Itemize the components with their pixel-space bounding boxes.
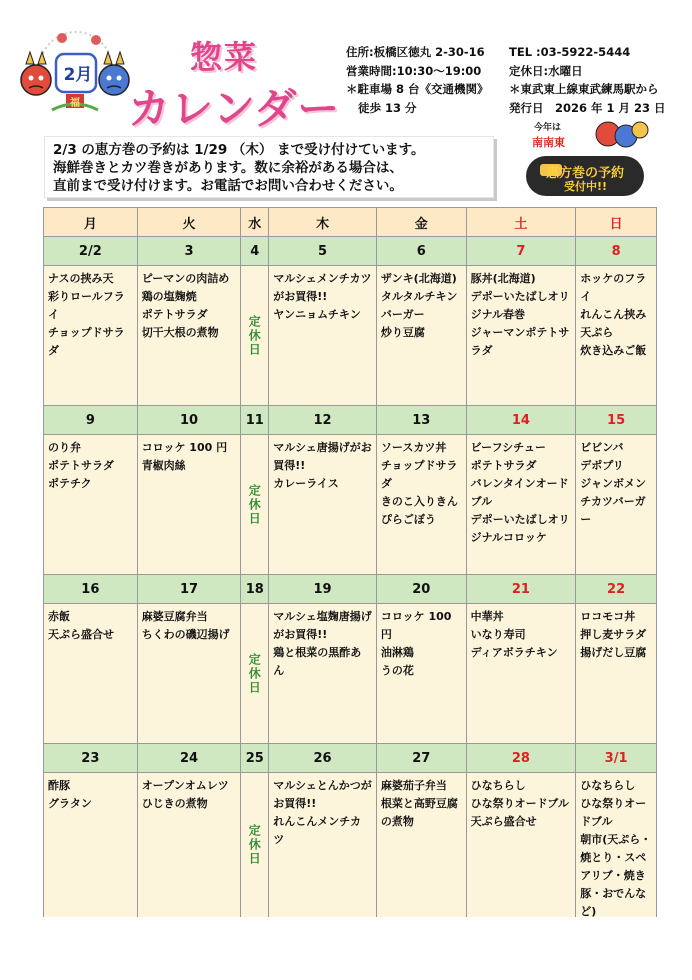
calendar-day-cell: [467, 575, 577, 743]
menu-item-list: [44, 604, 137, 648]
menu-item: 切干大根の煮物: [141, 326, 219, 339]
menu-item-list: [377, 435, 466, 533]
day-number: 2/2: [44, 237, 137, 266]
store-info: [346, 43, 666, 117]
month-badge-text: 2月: [63, 65, 93, 85]
day-number: 18: [241, 575, 268, 604]
badge-direction: 南南東: [532, 136, 565, 149]
menu-item: ひなちらし: [470, 779, 526, 792]
day-number: 28: [467, 744, 576, 773]
menu-item: 麻婆豆腐弁当: [141, 610, 208, 623]
menu-item-list: [467, 435, 576, 551]
menu-item-list: [138, 266, 241, 346]
calendar-day-cell: [576, 575, 656, 743]
calendar-day-cell: [377, 237, 467, 405]
menu-item-list: [138, 604, 241, 648]
day-number: 21: [467, 575, 576, 604]
calendar-day-cell: [576, 744, 656, 917]
menu-item-list: [576, 773, 656, 925]
menu-item: マルシェ唐揚げがお買得!!: [273, 441, 372, 472]
menu-item: れんこんメンチカツ: [273, 815, 362, 846]
menu-item-list: [467, 266, 576, 364]
menu-item-list: [576, 604, 656, 666]
day-number: 23: [44, 744, 137, 773]
menu-item: ちくわの磯辺揚げ: [141, 628, 230, 641]
month-logo: [20, 28, 130, 112]
closed-day-label: 定休日: [247, 483, 262, 526]
menu-item: うの花: [380, 664, 414, 677]
menu-item-list: [467, 604, 576, 666]
weekday-sun: 日: [609, 216, 623, 232]
day-number: 5: [269, 237, 376, 266]
weekday-fri: 金: [377, 208, 467, 236]
menu-item: ビーフシチュー: [470, 441, 546, 454]
menu-item: タルタルチキンバーガー: [380, 290, 458, 321]
station: ＊東武東上線東武練馬駅から: [509, 82, 659, 96]
title-calendar: カレンダー: [128, 84, 341, 133]
menu-item: ホッケのフライ: [580, 272, 647, 303]
day-number: 8: [576, 237, 656, 266]
calendar-day-cell: [467, 406, 577, 574]
day-number: 20: [377, 575, 466, 604]
day-number: 19: [269, 575, 376, 604]
menu-item: ディアボラチキン: [470, 646, 558, 659]
closed-day: [241, 604, 268, 743]
calendar-day-cell: [44, 575, 138, 743]
menu-item: ヤンニョムチキン: [273, 308, 361, 321]
day-number: 9: [44, 406, 137, 435]
menu-item: ソースカツ丼: [380, 441, 447, 454]
calendar-day-cell: [44, 237, 138, 405]
day-number: 27: [377, 744, 466, 773]
menu-item: ザンキ(北海道): [380, 272, 457, 285]
menu-item: デポーいたばしオリジナルコロッケ: [470, 513, 570, 544]
menu-item-list: [377, 773, 466, 835]
day-number: 4: [241, 237, 268, 266]
weekday-sat: 土: [467, 208, 577, 236]
menu-item: 揚げだし豆腐: [580, 646, 647, 659]
menu-item: のり弁: [48, 441, 81, 454]
calendar-day-cell: [44, 406, 138, 574]
calendar-week: [44, 237, 656, 406]
menu-item-list: [576, 266, 656, 364]
day-number: 10: [138, 406, 241, 435]
calendar-day-cell: [377, 575, 467, 743]
menu-item: カレーライス: [273, 477, 339, 490]
ehomaki-notice: [44, 136, 494, 198]
issue-date: 発行日 2026 年 1 月 23 日: [509, 100, 666, 115]
day-number: 24: [138, 744, 241, 773]
menu-item: 麻婆茄子弁当: [380, 779, 447, 792]
parking: ＊駐車場 8 台《交通機関》: [346, 82, 489, 96]
hours: 営業時間:10:30～19:00: [346, 63, 482, 78]
menu-item: ジャンボメンチカツバーガー: [580, 477, 647, 526]
calendar-day-cell: [138, 237, 242, 405]
menu-item: マルシェメンチカツがお買得!!: [273, 272, 372, 303]
day-number: 13: [377, 406, 466, 435]
menu-item: 酢豚: [48, 779, 70, 792]
menu-item-list: [138, 773, 241, 817]
menu-item-list: [377, 266, 466, 346]
menu-item: コロッケ 100 円: [141, 441, 228, 454]
menu-item: 炊き込みご飯: [580, 344, 647, 357]
day-number: 11: [241, 406, 268, 435]
menu-item: ポテトサラダ: [470, 459, 537, 472]
menu-item: ひじきの煮物: [141, 797, 208, 810]
day-number: 26: [269, 744, 376, 773]
calendar-week: [44, 744, 656, 917]
menu-calendar: [43, 207, 657, 917]
calendar-day-cell: [377, 406, 467, 574]
calendar-day-cell: [241, 237, 269, 405]
calendar-day-cell: [241, 575, 269, 743]
badge-main-text: 恵方巻の予約: [546, 166, 625, 181]
closed-day-label: 定休日: [247, 824, 262, 866]
badge-sub-text: 受付中!!: [564, 180, 608, 193]
closed-day-label: 定休日: [247, 314, 262, 357]
day-number: 3: [138, 237, 241, 266]
menu-item: いなり寿司: [470, 628, 526, 641]
menu-item: 油淋鶏: [380, 646, 414, 659]
calendar-day-cell: [138, 575, 242, 743]
menu-item-list: [467, 773, 576, 835]
walk-time: 徒歩 13 分: [358, 100, 417, 115]
menu-item: 天ぷら盛合せ: [48, 628, 114, 641]
menu-item: 根菜と高野豆腐の煮物: [380, 797, 458, 828]
menu-item-list: [138, 435, 241, 479]
menu-item: デポプリ: [580, 459, 624, 472]
menu-item: ポテチク: [48, 477, 92, 490]
menu-item-list: [269, 266, 376, 328]
day-number: 17: [138, 575, 241, 604]
menu-item-list: [269, 773, 376, 853]
weekday-tue: 火: [138, 208, 242, 236]
calendar-day-cell: [269, 237, 377, 405]
menu-item: ロコモコ丼: [580, 610, 636, 623]
calendar-day-cell: [269, 744, 377, 917]
notice-line-2: 海鮮巻きとカツ巻きがあります。数に余裕がある場合は、: [53, 160, 403, 176]
weekday-mon: 月: [44, 208, 138, 236]
calendar-day-cell: [241, 406, 269, 574]
day-number: 16: [44, 575, 137, 604]
closed-day: [241, 773, 268, 917]
day-number: 22: [576, 575, 656, 604]
menu-item: マルシェとんかつがお買得!!: [273, 779, 372, 810]
menu-item: チョップドサラダ: [380, 459, 458, 490]
menu-item: オープンオムレツ: [141, 779, 229, 792]
notice-line-1: 2/3 の恵方巻の予約は 1/29 （木） まで受け付けています。: [53, 142, 425, 158]
menu-item-list: [269, 604, 376, 684]
day-number: 3/1: [576, 744, 656, 773]
menu-item: 押し麦サラダ: [580, 628, 647, 641]
calendar-day-cell: [467, 237, 577, 405]
calendar-day-cell: [576, 237, 656, 405]
menu-item: 鶏の塩麹焼: [141, 290, 197, 303]
menu-item: ジャーマンポテトサラダ: [470, 326, 570, 357]
menu-item-list: [44, 773, 137, 817]
menu-item: デポーいたばしオリジナル春巻: [470, 290, 570, 321]
menu-item: ひな祭りオードブル: [470, 797, 569, 810]
calendar-day-cell: [377, 744, 467, 917]
calendar-day-cell: [241, 744, 269, 917]
ehomaki-badge: [520, 112, 650, 202]
menu-item-list: [269, 435, 376, 497]
calendar-day-cell: [138, 406, 242, 574]
closed-day: [241, 435, 268, 574]
menu-item: 彩りロールフライ: [48, 290, 125, 321]
menu-item: ひなちらし: [580, 779, 636, 792]
badge-top-text: 今年は: [534, 123, 562, 133]
menu-item: 中華丼: [470, 610, 504, 623]
menu-item: ナスの挟み天: [48, 272, 114, 285]
title-souzai: 惣菜: [190, 38, 259, 76]
menu-item: 赤飯: [48, 610, 70, 623]
calendar-day-cell: [467, 744, 577, 917]
holiday: 定休日:水曜日: [509, 63, 583, 78]
menu-item-list: [576, 435, 656, 533]
menu-item: バレンタインオードブル: [470, 477, 569, 508]
menu-item: 豚丼(北海道): [470, 272, 536, 285]
calendar-week: [44, 406, 656, 575]
menu-item: ポテトサラダ: [48, 459, 114, 472]
day-number: 14: [467, 406, 576, 435]
menu-item-list: [44, 435, 137, 497]
menu-item: きのこ入りきんぴらごぼう: [380, 495, 458, 526]
calendar-day-cell: [44, 744, 138, 917]
menu-item: コロッケ 100 円: [380, 610, 452, 641]
menu-item: チョップドサラダ: [48, 326, 125, 357]
weekday-wed: 水: [241, 208, 269, 236]
menu-item-list: [44, 266, 137, 364]
day-number: 25: [241, 744, 268, 773]
menu-item: ピーマンの肉詰め: [141, 272, 230, 285]
menu-item: ポテトサラダ: [141, 308, 208, 321]
day-number: 7: [467, 237, 576, 266]
weekday-header: [44, 208, 656, 237]
menu-item: 天ぷら盛合せ: [470, 815, 537, 828]
calendar-week: [44, 575, 656, 744]
menu-item: 炒り豆腐: [380, 326, 425, 339]
menu-item: ひな祭りオードブル: [580, 797, 647, 828]
weekday-thu: 木: [269, 208, 377, 236]
menu-item: 青椒肉絲: [141, 459, 186, 472]
closed-day: [241, 266, 268, 405]
calendar-day-cell: [576, 406, 656, 574]
menu-item: 朝市(天ぷら・焼とり・スペアリブ・焼き豚・おでんなど): [580, 833, 652, 918]
menu-item: グラタン: [48, 797, 92, 810]
tel: TEL :03-5922-5444: [509, 45, 631, 59]
menu-item: マルシェ塩麹唐揚げがお買得!!: [273, 610, 372, 641]
menu-item: れんこん挟み天ぷら: [580, 308, 647, 339]
calendar-day-cell: [269, 575, 377, 743]
calendar-day-cell: [138, 744, 242, 917]
day-number: 6: [377, 237, 466, 266]
menu-item-list: [377, 604, 466, 684]
closed-day-label: 定休日: [247, 652, 262, 695]
menu-item: ビビンバ: [580, 441, 624, 454]
address: 住所:板橋区徳丸 2-30-16: [346, 45, 485, 59]
menu-item: 鶏と根菜の黒酢あん: [273, 646, 362, 677]
day-number: 12: [269, 406, 376, 435]
fuku-label: 福: [70, 98, 80, 109]
day-number: 15: [576, 406, 656, 435]
notice-line-3: 直前まで受け付けます。お電話でお問い合わせください。: [53, 178, 403, 194]
calendar-day-cell: [269, 406, 377, 574]
